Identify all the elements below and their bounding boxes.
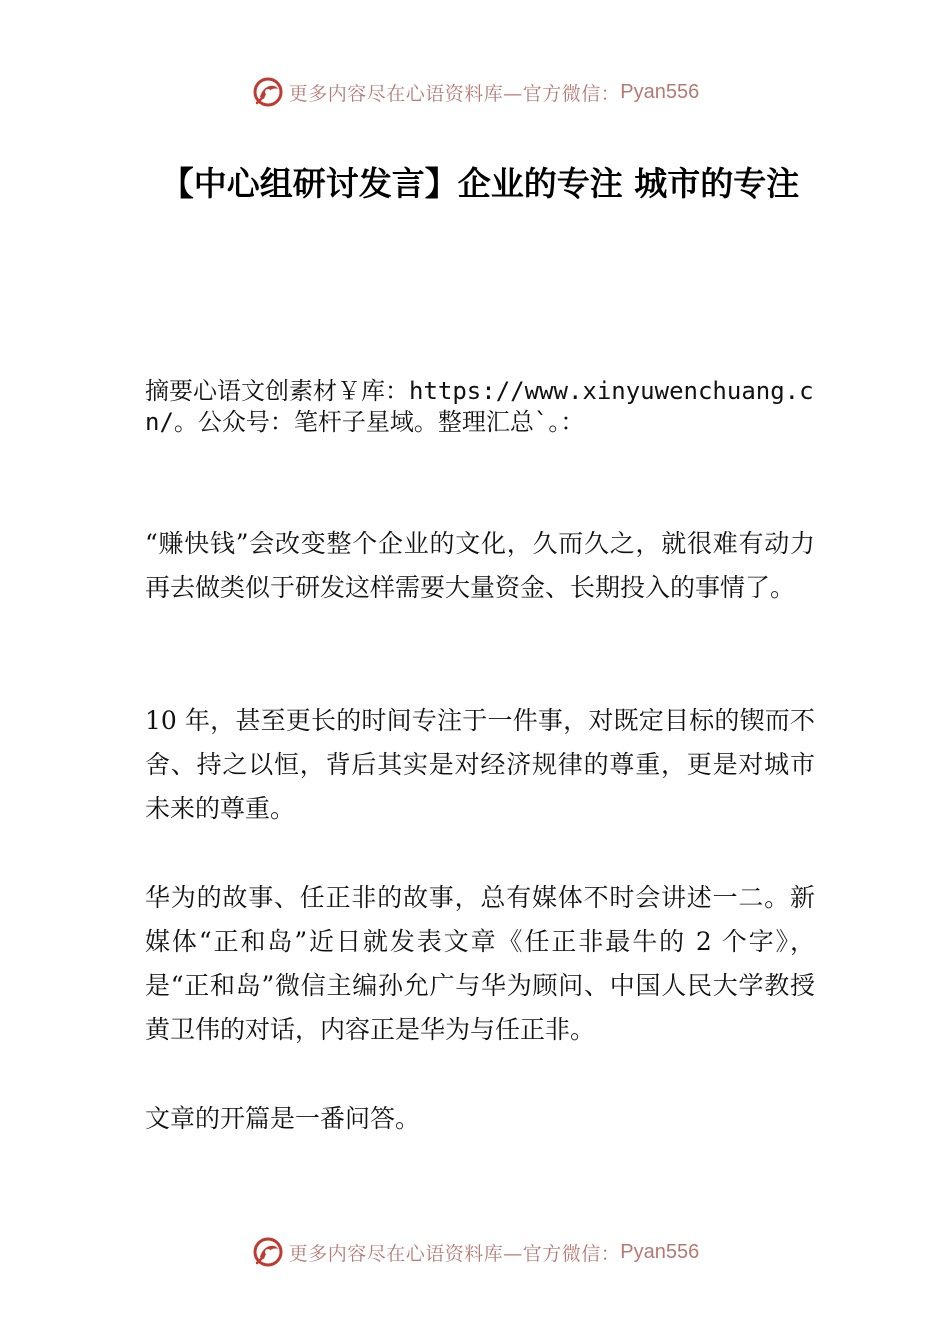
swirl-logo-icon — [251, 1235, 285, 1269]
banner-wechat-id: Pyan556 — [620, 80, 700, 103]
footer-banner — [0, 1232, 950, 1272]
paragraph: 10 年，甚至更长的时间专注于一件事，对既定目标的锲而不舍、持之以恒，背后其实是对经济规律的尊重，更是对城市未来的尊重。 — [145, 706, 815, 823]
document-title: 【中心组研讨发言】企业的专注 城市的专注 — [160, 164, 800, 203]
swirl-logo-icon — [251, 75, 285, 109]
header-banner — [0, 72, 950, 112]
paragraph: 华为的故事、任正非的故事，总有媒体不时会讲述一二。新媒体“正和岛”近日就发表文章《任正非最牛的 2 个字》，是“正和岛”微信主编孙允广与华为顾问、中国人民大学教授黄卫伟的对话，内容正是华为与任正非。 — [145, 883, 815, 1044]
banner-text: 更多内容尽在心语资料库—官方微信： — [288, 1242, 621, 1265]
paragraph: “赚快钱”会改变整个企业的文化，久而久之，就很难有动力再去做类似于研发这样需要大量资金、长期投入的事情了。 — [145, 529, 815, 602]
banner-wechat-id: Pyan556 — [620, 1240, 700, 1263]
paragraph: 文章的开篇是一番问答。 — [145, 1104, 421, 1133]
banner-text: 更多内容尽在心语资料库—官方微信： — [288, 82, 621, 105]
document-abstract: 摘要心语文创素材￥库：https://www.xinyuwenchuang.cn/。公众号：笔杆子星域。整理汇总`。： — [145, 377, 814, 436]
